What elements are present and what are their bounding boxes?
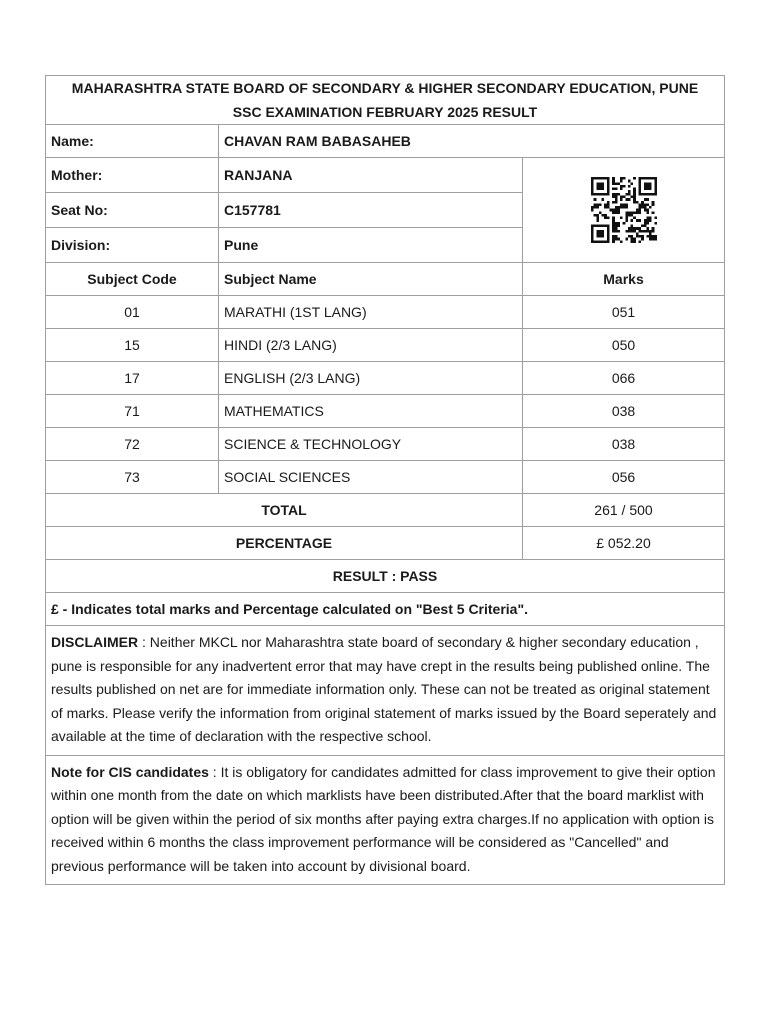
disclaimer-row: [46, 626, 725, 756]
column-header-row: [46, 263, 725, 296]
disclaimer: [46, 626, 725, 756]
total-row: [46, 494, 725, 527]
subject-marks: 038: [523, 395, 725, 428]
subject-marks: 051: [523, 296, 725, 329]
subject-code: 17: [46, 362, 219, 395]
subject-name: SOCIAL SCIENCES: [219, 461, 523, 494]
percentage-row: [46, 527, 725, 560]
subject-code: 01: [46, 296, 219, 329]
subject-code: 72: [46, 428, 219, 461]
cis-note-label: Note for CIS candidates: [51, 763, 209, 780]
exam-title: SSC EXAMINATION FEBRUARY 2025 RESULT: [232, 104, 538, 120]
subject-marks: 056: [523, 461, 725, 494]
criteria-note: £ - Indicates total marks and Percentage calculated on "Best 5 Criteria".: [46, 593, 725, 626]
header-row: [46, 76, 725, 125]
subject-marks: 066: [523, 362, 725, 395]
name-value: CHAVAN RAM BABASAHEB: [219, 125, 725, 158]
criteria-row: [46, 593, 725, 626]
cis-note: [46, 755, 725, 885]
total-label: TOTAL: [46, 494, 523, 527]
qr-code-cell: [523, 158, 725, 263]
subject-row: [46, 428, 725, 461]
mother-label: Mother:: [46, 158, 219, 193]
subject-code: 71: [46, 395, 219, 428]
result-row: [46, 560, 725, 593]
subject-row: [46, 461, 725, 494]
name-row: [46, 125, 725, 158]
subject-marks: 050: [523, 329, 725, 362]
result-table: [45, 75, 725, 885]
seat-label: Seat No:: [46, 193, 219, 228]
result-status: RESULT : PASS: [46, 560, 725, 593]
subject-row: [46, 395, 725, 428]
subject-code: 73: [46, 461, 219, 494]
cis-note-row: [46, 755, 725, 885]
col-marks: Marks: [523, 263, 725, 296]
cis-note-text: : It is obligatory for candidates admitted for class improvement to give their option within one month from the date on which marklists have been distributed.After that the board marklist with option will be given within the period of six months after paying extra charges.If no application with option is received within 6 months the class improvement performance will be considered as "Cancelled" and previous performance will be taken into account by divisional board.: [51, 763, 716, 874]
subject-name: MARATHI (1ST LANG): [219, 296, 523, 329]
subject-name: SCIENCE & TECHNOLOGY: [219, 428, 523, 461]
board-header: [46, 76, 725, 125]
mother-value: RANJANA: [219, 158, 523, 193]
seat-value: C157781: [219, 193, 523, 228]
col-subject-code: Subject Code: [46, 263, 219, 296]
subject-row: [46, 362, 725, 395]
board-title: MAHARASHTRA STATE BOARD OF SECONDARY & HIGHER SECONDARY EDUCATION, PUNE: [71, 80, 699, 96]
percentage-value: £ 052.20: [523, 527, 725, 560]
subject-code: 15: [46, 329, 219, 362]
name-label: Name:: [46, 125, 219, 158]
disclaimer-label: DISCLAIMER: [51, 634, 139, 650]
total-value: 261 / 500: [523, 494, 725, 527]
division-label: Division:: [46, 228, 219, 263]
qr-code: [591, 177, 657, 243]
col-subject-name: Subject Name: [219, 263, 523, 296]
subject-name: MATHEMATICS: [219, 395, 523, 428]
subject-row: [46, 296, 725, 329]
subject-name: HINDI (2/3 LANG): [219, 329, 523, 362]
subject-name: ENGLISH (2/3 LANG): [219, 362, 523, 395]
mother-row: [46, 158, 725, 193]
percentage-label: PERCENTAGE: [46, 527, 523, 560]
subject-marks: 038: [523, 428, 725, 461]
subject-row: [46, 329, 725, 362]
disclaimer-text: : Neither MKCL nor Maharashtra state board of secondary & higher secondary education , pune is responsible for any inadvertent error that may have crept in the results being published online. The results published on net are for immediate information only. These can not be treated as original statement of marks. Please verify the information from original statement of marks issued by the Board seperately and available at the time of declaration with the respective school.: [51, 634, 717, 744]
division-value: Pune: [219, 228, 523, 263]
